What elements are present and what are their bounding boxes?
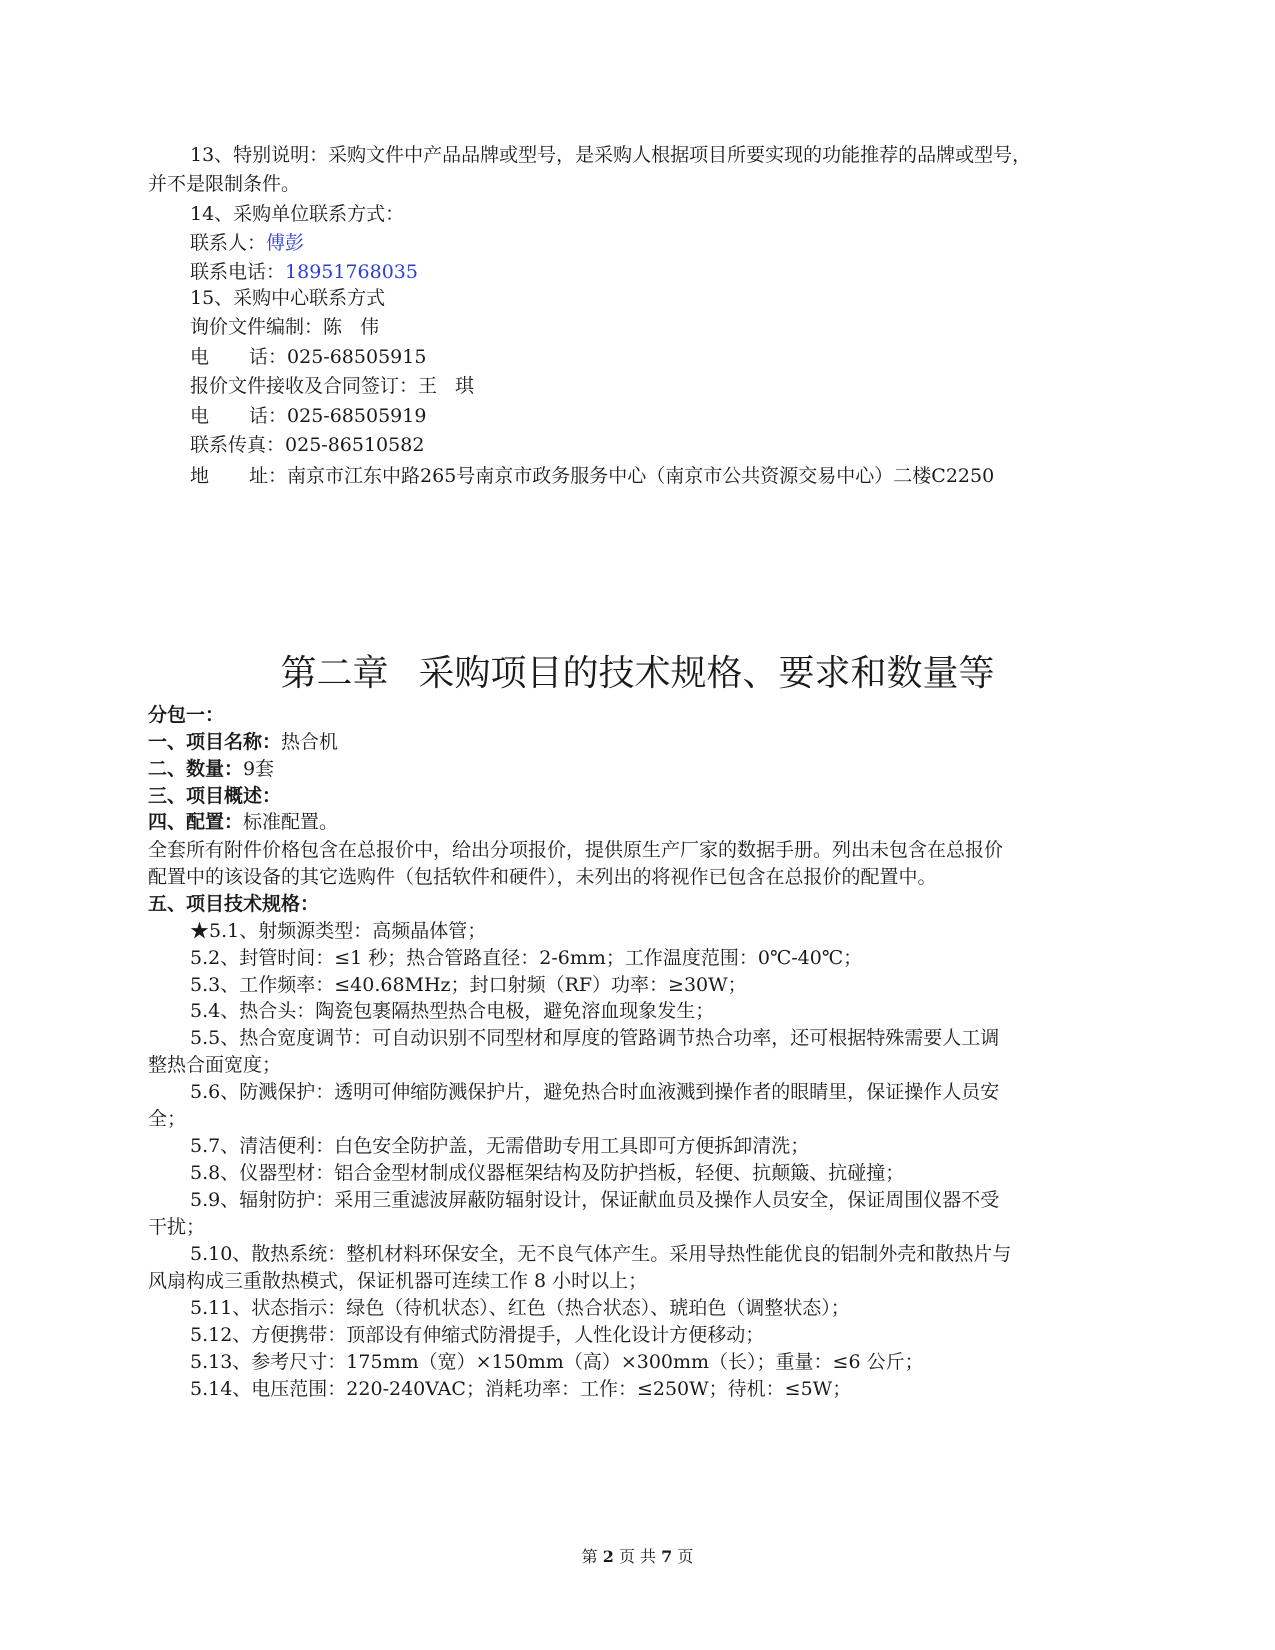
spec-item: 5.14、电压范围：220-240VAC；消耗功率：工作：≤250W；待机：≤5W； [190, 1378, 852, 1400]
phone-2-label-b: 话： [249, 405, 288, 427]
page-footer [0, 1546, 1275, 1568]
phone-1-value: 025-68505915 [287, 346, 427, 368]
spec-item: ★5.1、射频源类型：高频晶体管； [190, 920, 487, 942]
receive-name-first: 王 [418, 375, 438, 397]
section-13-line-2: 并不是限制条件。 [148, 173, 301, 195]
config-description-line-1: 全套所有附件价格包含在总报价中，给出分项报价，提供原生产厂家的数据手册。列出未包含在总报价 [148, 839, 1004, 861]
section-14-title: 14、采购单位联系方式： [190, 203, 405, 225]
footer-middle: 页 共 [618, 1547, 657, 1566]
compile-label: 询价文件编制： [190, 316, 324, 338]
spec-item: 5.3、工作频率：≤40.68MHz；封口射频（RF）功率：≥30W； [190, 974, 747, 996]
address-line [190, 462, 1125, 490]
spec-item: 5.10、散热系统：整机材料环保安全，无不良气体产生。采用导热性能优良的铝制外壳和散热片与 [190, 1243, 1012, 1265]
spec-item: 5.2、封管时间：≤1 秒；热合管路直径：2-6mm；工作温度范围：0℃-40℃； [190, 947, 863, 969]
purchaser-phone-line [190, 258, 1125, 286]
compile-line [190, 313, 1125, 341]
package-label: 分包一： [148, 704, 225, 726]
project-name-label: 一、项目名称： [148, 731, 282, 753]
spec-item-continued: 全； [148, 1108, 187, 1130]
spec-item-continued: 风扇构成三重散热模式，保证机器可连续工作 8 小时以上； [148, 1270, 648, 1292]
spec-item: 5.9、辐射防护：采用三重滤波屏蔽防辐射设计，保证献血员及操作人员安全，保证周围仪器不受 [190, 1189, 1000, 1211]
quantity-label: 二、数量： [148, 758, 244, 780]
phone-2-value: 025-68505919 [287, 405, 427, 427]
chapter-title: 采购项目的技术规格、要求和数量等 [418, 653, 995, 694]
compile-name-second: 伟 [360, 316, 380, 338]
compile-name-first: 陈 [323, 316, 343, 338]
address-label-b: 址： [249, 465, 288, 487]
project-name-value: 热合机 [281, 731, 339, 753]
phone-2-label-a: 电 [190, 405, 210, 427]
purchaser-contact-line [190, 229, 1125, 257]
config-description-line-2: 配置中的该设备的其它选购件（包括软件和硬件），未列出的将视作已包含在总报价的配置中。 [148, 866, 937, 888]
config-label: 四、配置： [148, 811, 244, 833]
total-pages: 7 [661, 1547, 673, 1566]
phone-1-label-a: 电 [190, 346, 210, 368]
config-value: 标准配置。 [243, 811, 339, 833]
footer-suffix: 页 [677, 1547, 694, 1566]
contact-label: 联系人： [190, 232, 267, 254]
phone-1-label-b: 话： [249, 346, 288, 368]
spec-item: 5.7、清洁便利：白色安全防护盖，无需借助专用工具即可方便拆卸清洗； [190, 1135, 810, 1157]
spec-item: 5.5、热合宽度调节：可自动识别不同型材和厚度的管路调节热合功率，还可根据特殊需要人工调 [190, 1027, 1000, 1049]
config-line [148, 808, 1125, 836]
phone-label: 联系电话： [190, 261, 286, 283]
chapter-number: 第二章 [280, 653, 389, 694]
spec-label: 五、项目技术规格： [148, 893, 320, 915]
overview-label: 三、项目概述： [148, 785, 282, 807]
fax-value: 025-86510582 [285, 434, 425, 456]
receive-name-second: 琪 [455, 375, 475, 397]
spec-item: 5.13、参考尺寸：175mm（宽）×150mm（高）×300mm（长）；重量：≤6 公斤； [190, 1351, 924, 1373]
spec-item-continued: 整热合面宽度； [148, 1054, 282, 1076]
phone-number: 18951768035 [285, 261, 418, 283]
center-phone-1-line [190, 343, 1125, 371]
spec-item: 5.11、状态指示：绿色（待机状态）、红色（热合状态）、琥珀色（调整状态）； [190, 1297, 850, 1319]
spec-item: 5.6、防溅保护：透明可伸缩防溅保护片，避免热合时血液溅到操作者的眼睛里，保证操作人员安 [190, 1081, 1000, 1103]
section-15-title: 15、采购中心联系方式 [190, 287, 386, 309]
receive-label: 报价文件接收及合同签订： [190, 375, 419, 397]
address-label-a: 地 [190, 465, 210, 487]
chapter-heading [0, 650, 1275, 698]
quantity-value: 9套 [243, 758, 275, 780]
footer-prefix: 第 [581, 1547, 598, 1566]
receive-line [190, 372, 1125, 400]
spec-item-continued: 干扰； [148, 1216, 206, 1238]
contact-name: 傅彭 [266, 232, 305, 254]
spec-item: 5.12、方便携带：顶部设有伸缩式防滑提手，人性化设计方便移动； [190, 1324, 765, 1346]
spec-item: 5.8、仪器型材：铝合金型材制成仪器框架结构及防护挡板，轻便、抗颠簸、抗碰撞； [190, 1162, 905, 1184]
spec-item: 5.4、热合头：陶瓷包裹隔热型热合电极，避免溶血现象发生； [190, 1000, 715, 1022]
project-name-line [148, 728, 1125, 756]
fax-line [190, 431, 1125, 459]
section-13-line-1: 13、特别说明：采购文件中产品品牌或型号，是采购人根据项目所要实现的功能推荐的品牌或型号， [190, 144, 1032, 166]
quantity-line [148, 755, 1125, 783]
page-number: 2 [602, 1547, 614, 1566]
address-value: 南京市江东中路265号南京市政务服务中心（南京市公共资源交易中心）二楼C2250 [287, 465, 995, 487]
center-phone-2-line [190, 402, 1125, 430]
fax-label: 联系传真： [190, 434, 286, 456]
